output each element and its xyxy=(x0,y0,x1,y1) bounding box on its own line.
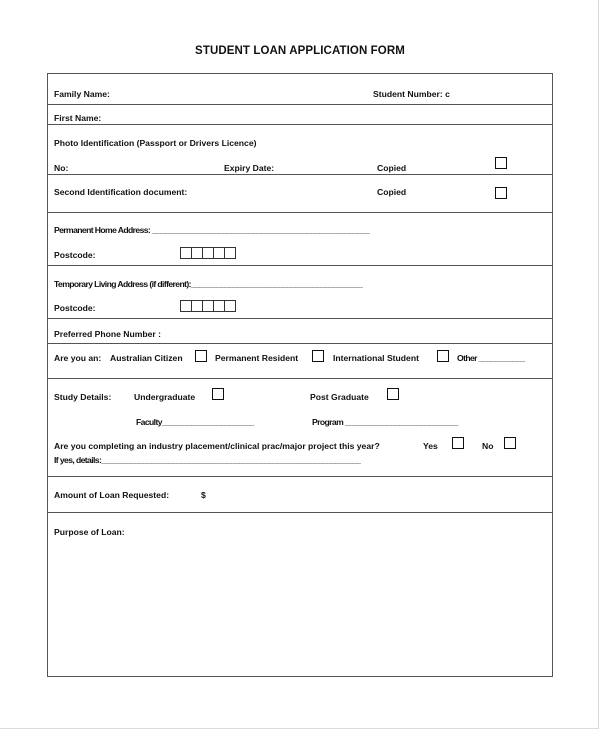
program-label: Program ___________________________ xyxy=(312,417,458,427)
second-id-label: Second Identification document: xyxy=(54,187,188,197)
post-graduate-checkbox[interactable] xyxy=(387,388,399,400)
permanent-address-label: Permanent Home Address: ____________________________________________________ xyxy=(54,225,370,235)
if-yes-details-label: If yes, details:______________________________________________________________ xyxy=(54,455,361,465)
section-loan-amount xyxy=(48,477,552,513)
first-name-label: First Name: xyxy=(54,113,102,123)
postcode-label-2: Postcode: xyxy=(54,303,96,313)
undergraduate-label: Undergraduate xyxy=(134,392,196,402)
international-student-label: International Student xyxy=(333,353,419,363)
section-photo-id xyxy=(48,125,552,175)
dollar-sign: $ xyxy=(201,490,206,500)
post-graduate-label: Post Graduate xyxy=(310,392,369,402)
temporary-address-label: Temporary Living Address (if different):_________________________________________ xyxy=(54,279,363,289)
copied-label-1: Copied xyxy=(377,163,407,173)
placement-no-checkbox[interactable] xyxy=(504,437,516,449)
expiry-date-label: Expiry Date: xyxy=(224,163,275,173)
section-purpose xyxy=(48,513,552,676)
postcode-label-1: Postcode: xyxy=(54,250,96,260)
form-title: STUDENT LOAN APPLICATION FORM xyxy=(195,45,405,57)
section-first-name xyxy=(48,105,552,125)
undergraduate-checkbox[interactable] xyxy=(212,388,224,400)
placement-question-label: Are you completing an industry placement/clinical prac/major project this year? xyxy=(54,441,380,451)
student-number-label: Student Number: c xyxy=(373,89,450,99)
section-phone xyxy=(48,319,552,344)
postcode-boxes-1[interactable] xyxy=(180,247,235,259)
other-label: Other ___________ xyxy=(457,353,525,363)
section-residency xyxy=(48,344,552,379)
family-name-label: Family Name: xyxy=(54,89,110,99)
postcode-boxes-2[interactable] xyxy=(180,300,235,312)
faculty-label: Faculty______________________ xyxy=(136,417,254,427)
australian-citizen-checkbox[interactable] xyxy=(195,350,207,362)
study-details-label: Study Details: xyxy=(54,392,112,402)
section-second-id xyxy=(48,175,552,213)
section-study-details xyxy=(48,379,552,477)
section-family-name xyxy=(48,74,552,105)
photo-id-label: Photo Identification (Passport or Drivers Licence) xyxy=(54,138,257,148)
loan-amount-label: Amount of Loan Requested: xyxy=(54,490,170,500)
phone-label: Preferred Phone Number : xyxy=(54,329,161,339)
placement-yes-label: Yes xyxy=(423,441,438,451)
section-temporary-address xyxy=(48,266,552,319)
permanent-resident-label: Permanent Resident xyxy=(215,353,299,363)
loan-form xyxy=(47,73,553,677)
copied-checkbox-1[interactable] xyxy=(495,157,507,169)
copied-label-2: Copied xyxy=(377,187,407,197)
australian-citizen-label: Australian Citizen xyxy=(110,353,183,363)
section-permanent-address xyxy=(48,213,552,266)
permanent-resident-checkbox[interactable] xyxy=(312,350,324,362)
international-student-checkbox[interactable] xyxy=(437,350,449,362)
placement-no-label: No xyxy=(482,441,494,451)
placement-yes-checkbox[interactable] xyxy=(452,437,464,449)
purpose-label: Purpose of Loan: xyxy=(54,527,125,537)
are-you-label: Are you an: xyxy=(54,353,102,363)
copied-checkbox-2[interactable] xyxy=(495,187,507,199)
photo-id-number-label: No: xyxy=(54,163,69,173)
